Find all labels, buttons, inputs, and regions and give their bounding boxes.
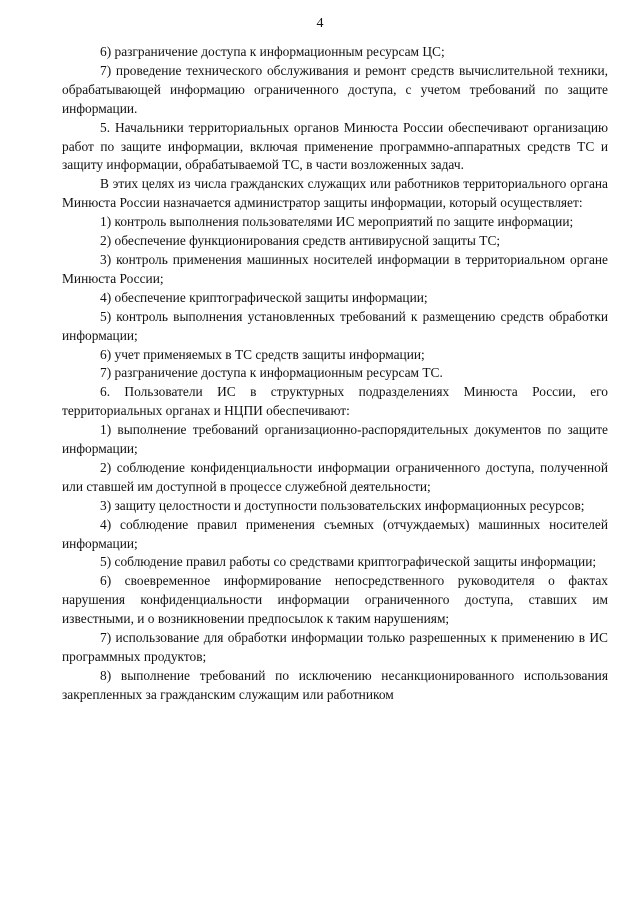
paragraph-user-4: 4) соблюдение правил применения съемных (отчуждаемых) машинных носителей информации; [62,516,608,551]
paragraph-user-6: 6) своевременное информирование непосредственного руководителя о фактах нарушения конфиденциальности информации ограниченного доступа, ставших им известными, и о возникновении предпосылок к таким нарушениям; [62,573,608,627]
paragraph-admin-6: 6) учет применяемых в ТС средств защиты информации; [100,346,425,362]
paragraph-7-maintenance: 7) проведение технического обслуживания и ремонт средств вычислительной техники, обрабатывающей информацию ограниченного доступа, с учетом требований по защите информации. [62,62,608,116]
paragraph-admin-3: 3) контроль применения машинных носителей информации в территориальном органе Минюста России; [62,251,608,286]
paragraph-section-5: 5. Начальники территориальных органов Минюста России обеспечивают организацию работ по защите информации, включая применение программно-аппаратных средств ТС и защиту информации, обрабатываемой ТС, в части возложенных задач. [62,119,608,173]
paragraph-section-6: 6. Пользователи ИС в структурных подразделениях Минюста России, его территориальных органах и НЦПИ обеспечивают: [62,384,608,419]
paragraph-user-7: 7) использование для обработки информации только разрешенных к применению в ИС программных продуктов; [62,630,608,664]
paragraph-user-8: 8) выполнение требований по исключению несанкционированного использования закрепленных за гражданским служащим или работником [62,667,608,702]
paragraph-administrator: В этих целях из числа гражданских служащих или работников территориального органа Минюста России назначается администратор защиты информации, который осуществляет: [62,176,608,211]
paragraph-admin-2: 2) обеспечение функционирования средств антивирусной защиты ТС; [100,233,501,249]
paragraph-user-1: 1) выполнение требований организационно-распорядительных документов по защите информации; [62,422,608,457]
paragraph-user-2: 2) соблюдение конфиденциальности информации ограниченного доступа, полученной или ставшей им доступной в процессе служебной деятельности; [62,459,608,494]
paragraph-admin-4: 4) обеспечение криптографической защиты информации; [100,289,428,305]
paragraph-admin-7: 7) разграничение доступа к информационным ресурсам ТС. [100,365,443,381]
page-number: 4 [316,16,324,31]
paragraph-6-access-central: 6) разграничение доступа к информационным ресурсам ЦС; [100,44,445,59]
paragraph-admin-1: 1) контроль выполнения пользователями ИС мероприятий по защите информации; [100,214,574,230]
paragraph-user-5: 5) соблюдение правил работы со средствами криптографической защиты информации; [100,554,597,570]
document-body [62,43,608,705]
paragraph-admin-5: 5) контроль выполнения установленных требований к размещению средств обработки информации; [62,308,608,343]
paragraph-user-3: 3) защиту целостности и доступности пользовательских информационных ресурсов; [100,497,585,513]
